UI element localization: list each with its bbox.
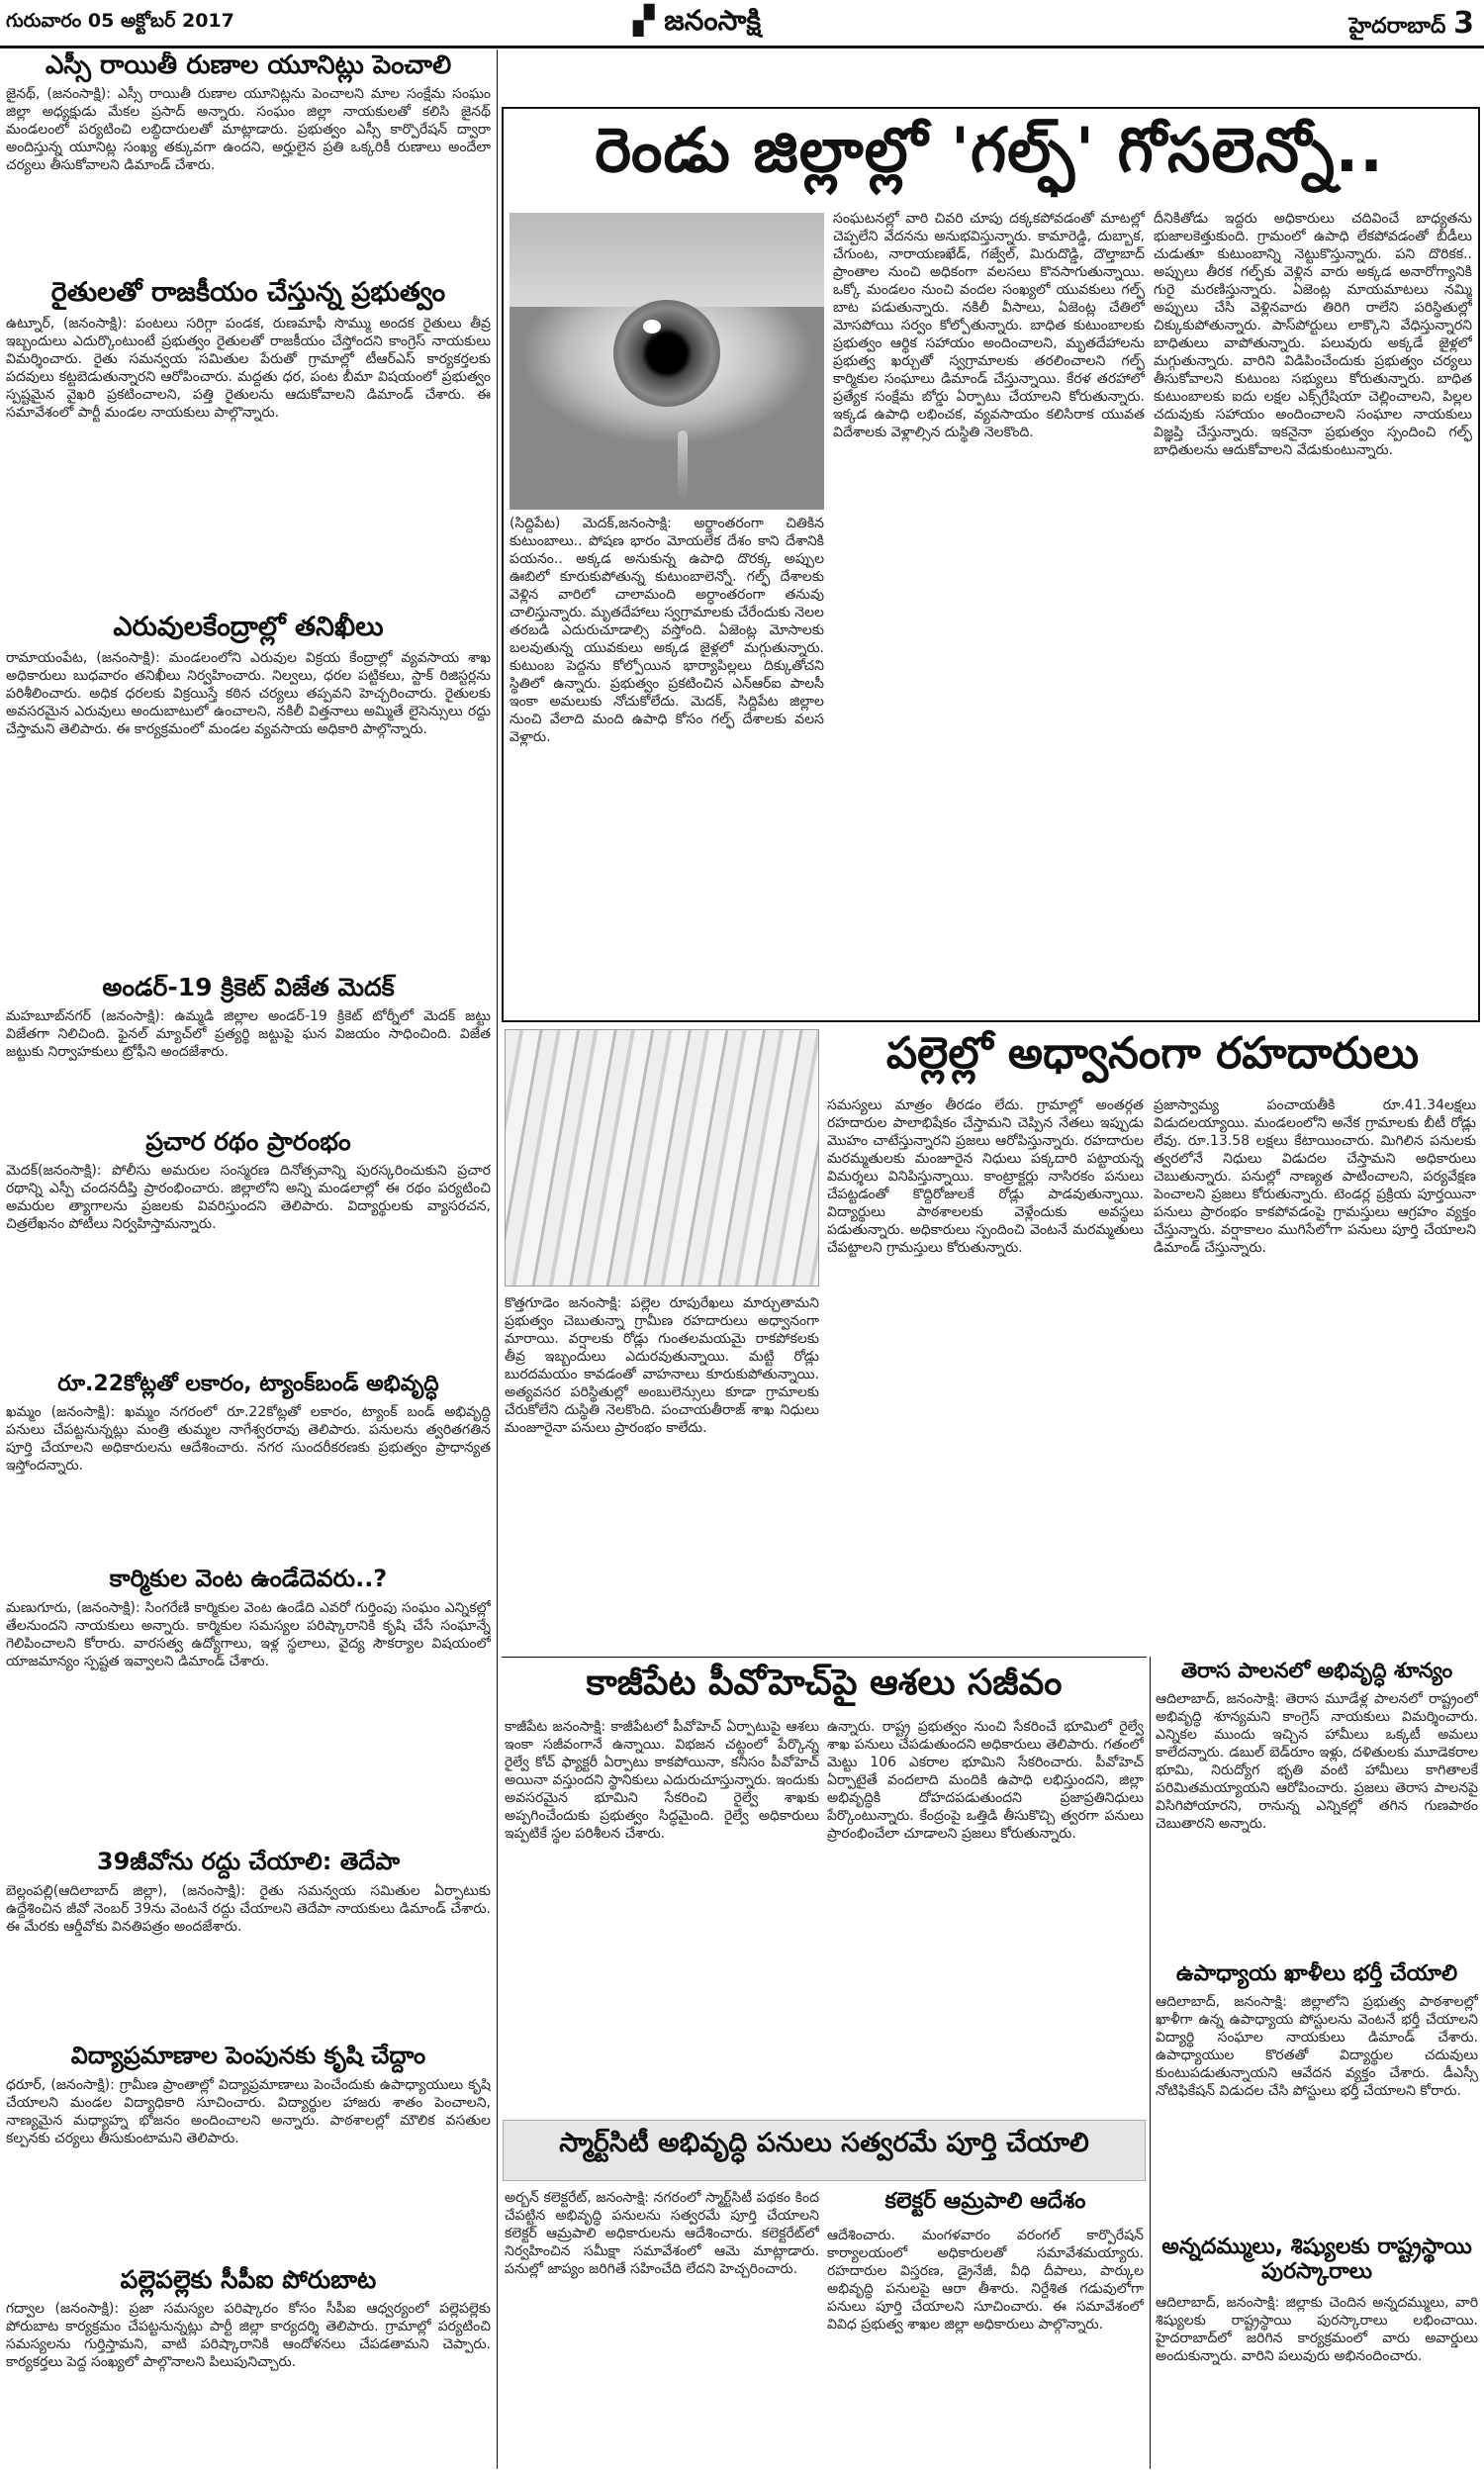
newspaper-name: జనంసాక్షి — [664, 4, 762, 37]
headline: ఉపాధ్యాయ ఖాళీలు భర్తీ చేయాలి — [1175, 1961, 1458, 1986]
article-body: రామాయంపేట, (జనంసాక్షి): మండలంలోని ఎరువుల విక్రయ కేంద్రాల్లో వ్యవసాయ శాఖ అధికారులు బుధవారం తనిఖీలు నిర్వహించారు. నిల్వలు, ధరల పట్టికలు, స్టాక్ రిజిస్టర్లను పరిశీలించారు. అధిక ధరలకు విక్రయిస్తే కఠిన చర్యలు తప్పవని హెచ్చరించారు. రైతులకు అవసరమైన ఎరువులు అందుబాటులో ఉంచాలని, నకిలీ విత్తనాలు అమ్మితే లైసెన్సులు రద్దు చేస్తామని తెలిపారు. ఈ కార్యక్రమంలో మండల వ్యవసాయ అధికారి పాల్గొన్నారు. — [6, 650, 491, 737]
article-sc-loans — [6, 51, 491, 271]
article-u19-cricket — [6, 974, 491, 1122]
gulf-column-1: (సిద్దిపేట) మెదక్,జనంసాక్షి: అర్థాంతరంగా చితికిన కుటుంబాలు.. పోషణ భారం మోయలేక దేశం కాని దేశానికి పయనం.. అక్కడ అనుకున్న ఉపాధి దొరక్క అప్పుల ఊబిలో కూరుకుపోతున్న కుటుంబాలెన్నో. గల్ఫ్ దేశాలకు వెళ్లిన వారిలో చాలామంది అర్ధాంతరంగా తనువు చాలిస్తున్నారు. మృతదేహాలు స్వగ్రామాలకు చేరేందుకు నెలల తరబడి ఎదురుచూడాల్సి వస్తోంది. ఏజెంట్ల మోసాలకు బలవుతున్న యువకులు అక్కడ జైళ్లలో మగ్గుతున్నారు. కుటుంబ పెద్దను కోల్పోయిన భార్యాపిల్లలు దిక్కుతోచని స్థితిలో ఉన్నారు. ప్రభుత్వం ప్రకటించిన ఎన్ఆర్ఐ పాలసీ ఇంకా అమలుకు నోచుకోలేదు. మెదక్, సిద్దిపేట జిల్లాల నుంచి వేలాది మంది ఉపాధి కోసం గల్ఫ్ దేశాలకు వలస వెళ్లారు. — [510, 516, 824, 745]
roads-column-3: ప్రజాస్వామ్య పంచాయతీకి రూ.41.34లక్షలు విడుదలయ్యాయి. మండలంలోని అనేక గ్రామాలకు బీటీ రోడ్లు లేవు. రూ.13.58 లక్షలు కేటాయించారు. మిగిలిన పనులకు త్వరలోనే నిధులు విడుదల చేస్తామని అధికారులు చెబుతున్నారు. పనుల్లో నాణ్యత పాటించాలని, పర్యవేక్షణ పెంచాలని ప్రజలు కోరుతున్నారు. టెండర్ల ప్రక్రియ పూర్తయినా పనులు ప్రారంభం కాకపోవడంపై గ్రామస్తులు ఆగ్రహం వ్యక్తం చేస్తున్నారు. వర్షాకాలం ముగిసేలోగా పనులు పూర్తి చేయాలని డిమాండ్ చేస్తున్నారు. — [1154, 1097, 1476, 1256]
smartcity-headline: స్మార్ట్‌సిటీ అభివృద్ధి పనులు సత్వరమే పూర్తి చేయాలి — [559, 2128, 1089, 2158]
headline: ప్రచార రథం ప్రారంభం — [145, 1128, 351, 1156]
headline: అన్నదమ్ములు, శిష్యులకు రాష్ట్రస్థాయి పురస్కారాలు — [1161, 2235, 1472, 2285]
article-workers — [6, 1566, 491, 1843]
roads-headline: పల్లెల్లో అధ్వానంగా రహదారులు — [885, 1029, 1420, 1079]
edition-page — [1348, 6, 1474, 44]
masthead — [0, 0, 1484, 48]
headline: కార్మికుల వెంట ఉండేదెవరు..? — [109, 1566, 388, 1592]
article-body: ఆదిలాబాద్, జనంసాక్షి: జిల్లాలోని ప్రభుత్వ పాఠశాలల్లో ఖాళీగా ఉన్న ఉపాధ్యాయ పోస్టులను వెంటనే భర్తీ చేయాలని విద్యార్థి సంఘాల నాయకులు డిమాండ్ చేశారు. ఉపాధ్యాయుల కొరతతో విద్యార్థుల చదువులు కుంటుపడుతున్నాయని ఆవేదన వ్యక్తం చేశారు. డీఎస్సీ నోటిఫికేషన్ విడుదల చేసి పోస్టులు భర్తీ చేయాలని కోరారు. — [1156, 1994, 1478, 2099]
headline: అండర్-19 క్రికెట్ విజేత మెదక్ — [102, 974, 395, 1001]
article-fertilizer-inspection — [6, 612, 491, 968]
article-lakaram-tankbund — [6, 1372, 491, 1560]
article-state-awards — [1156, 2235, 1478, 2469]
article-trs-development — [1156, 1659, 1478, 1955]
smartcity-column-1: అర్బన్ కలెక్టరేట్, జనంసాక్షి: నగరంలో స్మార్ట్‌సిటీ పథకం కింద చేపట్టిన అభివృద్ధి పనులను సత్వరమే పూర్తి చేయాలని కలెక్టర్ ఆమ్రపాలి అధికారులను ఆదేశించారు. కలెక్టరేట్‌లో నిర్వహించిన సమీక్షా సమావేశంలో ఆమె మాట్లాడారు. పనుల్లో జాప్యం జరిగితే సహించేది లేదని హెచ్చరించారు. — [505, 2190, 819, 2277]
edition-city: హైదరాబాద్ — [1348, 14, 1446, 39]
article-body: బెల్లంపల్లి(ఆదిలాబాద్ జిల్లా), (జనంసాక్షి): రైతు సమన్వయ సమితుల ఏర్పాటుకు ఉద్దేశించిన జీవో నెంబర్ 39ను వెంటనే రద్దు చేయాలని తెదేపా నాయకులు డిమాండ్ చేశారు. ఈ మేరకు ఆర్డీవోకు వినతిపత్రం అందజేశారు. — [6, 1883, 491, 1935]
article-campaign-chariot — [6, 1128, 491, 1366]
roads-column-2: సమస్యలు మాత్రం తీరడం లేదు. గ్రామాల్లో అంతర్గత రహదారుల పాలాభిషేకం చేస్తామని చెప్పిన నేతలు ఇప్పుడు మొహం చాటేస్తున్నారని ప్రజలు ఆరోపిస్తున్నారు. రహదారుల మరమ్మతులకు మంజూరైన నిధులు పక్కదారి పట్టాయన్న విమర్శలు వినిపిస్తున్నాయి. కాంట్రాక్టర్లు నాసిరకం పనులు చేపట్టడంతో కొద్దిరోజులకే రోడ్లు పాడవుతున్నాయి. విద్యార్థులు పాఠశాలలకు వెళ్లేందుకు అవస్థలు పడుతున్నారు. అధికారులు స్పందించి వెంటనే మరమ్మతులు చేపట్టాలని గ్రామస్తులు కోరుతున్నారు. — [827, 1097, 1144, 1256]
article-body: ధరూర్, (జనంసాక్షి): గ్రామీణ ప్రాంతాల్లో విద్యాప్రమాణాలు పెంచేందుకు ఉపాధ్యాయులు కృషి చేయాలని మండల విద్యాధికారి సూచించారు. విద్యార్థుల హాజరు శాతం పెంచాలని, నాణ్యమైన మధ్యాహ్న భోజనం అందించాలని అన్నారు. పాఠశాలల్లో మౌలిక వసతుల కల్పనకు చర్యలు తీసుకుంటామని తెలిపారు. — [6, 2077, 491, 2146]
section-rule — [502, 1657, 1147, 1658]
article-go39 — [6, 1849, 491, 2037]
kazipet-headline: కాజీపేట పీవోహెచ్‌పై ఆశలు సజీవం — [586, 1663, 1063, 1703]
column-rule — [1150, 1657, 1151, 2469]
gulf-column-2: సంఘటనల్లో వారి చివరి చూపు దక్కకపోవడంతో మాటల్లో చెప్పలేని వేదనను అనుభవిస్తున్నారు. కామారెడ్డి, దుబ్బాక, చేగుంట, నారాయణఖేడ్, గజ్వేల్, మిరుదొడ్డి, దౌల్తాబాద్ ప్రాంతాల నుంచి అధికంగా వలసలు కొనసాగుతున్నాయి. ఒక్కో మండలం నుంచి వందల సంఖ్యలో యువకులు గల్ఫ్ బాట పడుతున్నారు. నకిలీ వీసాలు, ఏజెంట్ల చేతిలో మోసపోయి సర్వం కోల్పోతున్నారు. బాధిత కుటుంబాలకు ప్రభుత్వం ఆర్థిక సహాయం అందించాలని, మృతదేహాలను ప్రభుత్వ ఖర్చుతో స్వగ్రామాలకు తరలించాలని గల్ఫ్ కార్మికుల సంఘాలు డిమాండ్ చేస్తున్నాయి. కేరళ తరహాలో ప్రత్యేక సంక్షేమ బోర్డు ఏర్పాటు చేయాలని కోరుతున్నారు. ఇక్కడ ఉపాధి లభించక, వ్యవసాయం కలిసిరాక యువత విదేశాలకు వెళ్లాల్సిన దుస్థితి నెలకొంది. — [833, 211, 1145, 440]
headline: 39జీవోను రద్దు చేయాలి: తెదేపా — [96, 1849, 401, 1875]
headline: విద్యాప్రమాణాల పెంపునకు కృషి చేద్దాం — [70, 2043, 426, 2069]
headline: పల్లెపల్లెకు సీపీఐ పోరుబాట — [120, 2266, 377, 2294]
article-education-standards — [6, 2043, 491, 2260]
article-body: ఆదిలాబాద్, జనంసాక్షి: జిల్లాకు చెందిన అన్నదమ్ములు, వారి శిష్యులకు రాష్ట్రస్థాయి పురస్కారాలు లభించాయి. హైదరాబాద్‌లో జరిగిన కార్యక్రమంలో వారు అవార్డులు అందుకున్నారు. వారిని పలువురు అభినందించారు. — [1156, 2295, 1478, 2364]
kazipet-column-1: కాజీపేట జనంసాక్షి: కాజీపేటలో పీవోహెచ్ ఏర్పాటుపై ఆశలు ఇంకా సజీవంగానే ఉన్నాయి. విభజన చట్టంలో పేర్కొన్న రైల్వే కోచ్ ఫ్యాక్టరీ ఏర్పాటు కాకపోయినా, కనీసం పీవోహెచ్ అయినా వస్తుందని స్థానికులు ఎదురుచూస్తున్నారు. ఇందుకు అవసరమైన భూమిని సేకరించి రైల్వే శాఖకు అప్పగించేందుకు ప్రభుత్వం సిద్ధమైంది. రైల్వే అధికారులు ఇప్పటికే స్థల పరిశీలన చేశారు. — [505, 1719, 819, 1842]
article-body: మహబూబ్‌నగర్ (జనంసాక్షి): ఉమ్మడి జిల్లాల అండర్-19 క్రికెట్ టోర్నీలో మెదక్ జట్టు విజేతగా నిలిచింది. ఫైనల్ మ్యాచ్‌లో ప్రత్యర్థి జట్టుపై ఘన విజయం సాధించింది. విజేత జట్టుకు నిర్వాహకులు ట్రోఫీని అందజేశారు. — [6, 1008, 491, 1060]
headline: రూ.22కోట్లతో లకారం, ట్యాంక్‌బండ్ అభివృద్ధి — [57, 1372, 439, 1396]
logo-emblem-icon: ▞ — [633, 4, 655, 37]
column-rule — [497, 49, 498, 2469]
smartcity-subhead: కలెక్టర్ ఆమ్రపాలి ఆదేశం — [884, 2189, 1086, 2214]
eye-glint — [643, 320, 661, 333]
page-number: 3 — [1453, 6, 1474, 41]
smartcity-column-2: ఆదేశించారు. మంగళవారం వరంగల్ కార్పొరేషన్ కార్యాలయంలో అధికారులతో సమావేశమయ్యారు. రహదారుల విస్తరణ, డ్రైనేజీ, వీధి దీపాలు, పార్కుల అభివృద్ధి పనులపై ఆరా తీశారు. నిర్దేశిత గడువులోగా పనులు పూర్తి చేయాలని సూచించారు. ఈ సమావేశంలో వివిధ ప్రభుత్వ శాఖల జిల్లా అధికారులు పాల్గొన్నారు. — [827, 2228, 1144, 2332]
article-body: గద్వాల (జనంసాక్షి): ప్రజా సమస్యల పరిష్కారం కోసం సీపీఐ ఆధ్వర్యంలో పల్లెపల్లెకు పోరుబాట కార్యక్రమం చేపట్టనున్నట్లు పార్టీ జిల్లా కార్యదర్శి తెలిపారు. గ్రామాల్లో పర్యటించి సమస్యలను గుర్తిస్తామని, వాటి పరిష్కారానికి ఆందోళనలు చేపడతామని చెప్పారు. కార్యకర్తలు పెద్ద సంఖ్యలో పాల్గొనాలని పిలుపునిచ్చారు. — [6, 2301, 491, 2370]
article-body: మణుగూరు, (జనంసాక్షి): సింగరేణి కార్మికుల వెంట ఉండేది ఎవరో గుర్తింపు సంఘం ఎన్నికల్లో తేలనుందని నాయకులు అన్నారు. కార్మికుల సమస్యల పరిష్కారానికి కృషి చేసే సంఘాన్నే గెలిపించాలని కోరారు. వారసత్వ ఉద్యోగాలు, ఇళ్ల స్థలాలు, వైద్య సౌకర్యాల విషయంలో యాజమాన్యం స్పష్టత ఇవ్వాలని డిమాండ్ చేశారు. — [6, 1600, 491, 1669]
gulf-headline: రెండు జిల్లాల్లో 'గల్ఫ్' గోసలెన్నో.. — [595, 114, 1384, 186]
article-body: ఉట్నూర్, (జనంసాక్షి): పంటలు సరిగ్గా పండక, రుణమాఫీ సొమ్ము అందక రైతులు తీవ్ర ఇబ్బందులు ఎదుర్కొంటుంటే ప్రభుత్వం రైతులతో రాజకీయం చేస్తోందని కాంగ్రెస్ నాయకులు విమర్శించారు. రైతు సమన్వయ సమితుల పేరుతో గ్రామాల్లో టీఆర్ఎస్ కార్యకర్తలకు పదవులు కట్టబెడుతున్నారని ఆరోపించారు. మద్దతు ధర, పంట బీమా విషయంలో ప్రభుత్వం స్పష్టమైన వైఖరి ప్రకటించాలని, పత్తి రైతులను ఆదుకోవాలని డిమాండ్ చేశారు. ఈ సమావేశంలో పార్టీ మండల నాయకులు పాల్గొన్నారు. — [6, 316, 491, 421]
article-farmers-politics — [6, 277, 491, 604]
headline: తెరాస పాలనలో అభివృద్ధి శూన్యం — [1180, 1659, 1453, 1682]
teary-eye-photo — [510, 213, 824, 510]
tear-drop — [678, 430, 688, 500]
newspaper-logo — [633, 4, 761, 44]
eye-iris — [613, 300, 720, 407]
article-body: జైనథ్, (జనంసాక్షి): ఎస్సీ రాయితీ రుణాల యూనిట్లను పెంచాలని మాల సంక్షేమ సంఘం జిల్లా అధ్యక్షుడు మేకల ప్రసాద్ అన్నారు. సంఘం జిల్లా నాయకులతో కలిసి జైనథ్ మండలంలో పర్యటించి లబ్ధిదారులతో మాట్లాడారు. ప్రభుత్వం ఎస్సీ కార్పొరేషన్ ద్వారా అందిస్తున్న యూనిట్ల సంఖ్య తక్కువగా ఉందని, అర్హులైన ప్రతి ఒక్కరికీ రుణాలు అందేలా చర్యలు తీసుకోవాలని డిమాండ్ చేశారు. — [6, 86, 491, 173]
headline: ఎరువులకేంద్రాల్లో తనిఖీలు — [113, 612, 384, 642]
article-body: మెదక్(జనంసాక్షి): పోలీసు అమరుల సంస్మరణ దినోత్సవాన్ని పురస్కరించుకుని ప్రచార రథాన్ని ఎస్పీ చందనదీప్తి ప్రారంభించారు. జిల్లాలోని అన్ని మండలాల్లో ఈ రథం పర్యటించి అమరుల త్యాగాలను ప్రజలకు వివరిస్తుందని తెలిపారు. విద్యార్థులకు వ్యాసరచన, చిత్రలేఖనం పోటీలు నిర్వహిస్తామన్నారు. — [6, 1163, 491, 1232]
kazipet-column-2: ఉన్నారు. రాష్ట్ర ప్రభుత్వం నుంచి సేకరించే భూమిలో రైల్వే శాఖ పనులు చేపడుతుందని అధికారులు తెలిపారు. గతంలో మెట్టు 106 ఎకరాల భూమిని సేకరించారు. పీవోహెచ్ ఏర్పాటైతే వందలాది మందికి ఉపాధి లభిస్తుందని, జిల్లా అభివృద్ధికి దోహదపడుతుందని ప్రజాప్రతినిధులు పేర్కొంటున్నారు. కేంద్రంపై ఒత్తిడి తీసుకొచ్చి త్వరగా పనులు ప్రారంభించేలా చూడాలని ప్రజలు కోరుతున్నారు. — [827, 1719, 1144, 1842]
muddy-road-photo — [505, 1029, 819, 1286]
headline: రైతులతో రాజకీయం చేస్తున్న ప్రభుత్వం — [50, 277, 446, 308]
article-body: ఆదిలాబాద్, జనంసాక్షి: తెరాస మూడేళ్ల పాలనలో రాష్ట్రంలో అభివృద్ధి శూన్యమని కాంగ్రెస్ నాయకులు విమర్శించారు. ఎన్నికల ముందు ఇచ్చిన హామీలు ఒక్కటీ అమలు కాలేదన్నారు. డబుల్ బెడ్‌రూం ఇళ్లు, దళితులకు మూడెకరాల భూమి, నిరుద్యోగ భృతి వంటి హామీలు కాగితాలకే పరిమితమయ్యాయని ఆరోపించారు. ప్రజలు తెరాస పాలనపై విసిగిపోయారని, రానున్న ఎన్నికల్లో తగిన గుణపాఠం చెబుతారని అన్నారు. — [1156, 1691, 1478, 1832]
roads-column-1: కొత్తగూడెం జనంసాక్షి: పల్లెల రూపురేఖలు మార్చుతామని ప్రభుత్వం చెబుతున్నా గ్రామీణ రహదారులు అధ్వానంగా మారాయి. వర్షాలకు రోడ్లు గుంతలమయమై రాకపోకలకు తీవ్ర ఇబ్బందులు ఎదురవుతున్నాయి. మట్టి రోడ్లు బురదమయం కావడంతో వాహనాలు కూరుకుపోతున్నాయి. అత్యవసర పరిస్థితుల్లో అంబులెన్సులు కూడా గ్రామాలకు చేరుకోలేని దుస్థితి నెలకొంది. పంచాయతీరాజ్ శాఖ నిధులు మంజూరైనా పనులు ప్రారంభం కాలేదు. — [505, 1295, 819, 1436]
eyelid — [510, 213, 824, 307]
issue-date: గురువారం 05 అక్టోబర్ 2017 — [6, 10, 234, 32]
article-cpi-campaign — [6, 2266, 491, 2469]
headline: ఎస్సీ రాయితీ రుణాల యూనిట్లు పెంచాలి — [45, 51, 452, 80]
article-teacher-vacancies — [1156, 1961, 1478, 2229]
article-body: ఖమ్మం (జనంసాక్షి): ఖమ్మం నగరంలో రూ.22కోట్లతో లకారం, ట్యాంక్ బండ్ అభివృద్ధి పనులు చేపట్టనున్నట్లు మంత్రి తుమ్మల నాగేశ్వరరావు తెలిపారు. పనులను త్వరితగతిన పూర్తి చేయాలని అధికారులను ఆదేశించారు. నగర సుందరీకరణకు ప్రభుత్వం ప్రాధాన్యత ఇస్తోందన్నారు. — [6, 1404, 491, 1474]
gulf-column-3: దీనికితోడు ఇద్దరు అధికారులు చదివించే బాధ్యతను భుజాలకెత్తుకుంది. గ్రామంలో ఉపాధి లేకపోవడంతో బీడీలు చుడుతూ కుటుంబాన్ని నెట్టుకొస్తున్నారు. పని దొరికక.. అప్పులు తీరక గల్ఫ్‌కు వెళ్లిన వారు అక్కడ అనారోగ్యానికి గురై మరణిస్తున్నారు. ఏజెంట్ల మాయమాటలు నమ్మి అప్పులు చేసి వెళ్లినవారు తిరిగి రాలేని పరిస్థితుల్లో చిక్కుకుపోతున్నారు. పాస్‌పోర్టులు లాక్కొని వేధిస్తున్నారని బాధితులు వాపోతున్నారు. పలువురు అక్కడే జైళ్లలో మగ్గుతున్నారు. వారిని విడిపించేందుకు ప్రభుత్వం చర్యలు తీసుకోవాలని కుటుంబ సభ్యులు కోరుతున్నారు. బాధిత కుటుంబాలకు ఐదు లక్షల ఎక్స్‌గ్రేషియా చెల్లించాలని, పిల్లల చదువుకు సహాయం అందించాలని సంఘాల నాయకులు విజ్ఞప్తి చేస్తున్నారు. ఇకనైనా ప్రభుత్వం స్పందించి గల్ఫ్ బాధితులను ఆదుకోవాలని వేడుకుంటున్నారు. — [1154, 211, 1472, 458]
